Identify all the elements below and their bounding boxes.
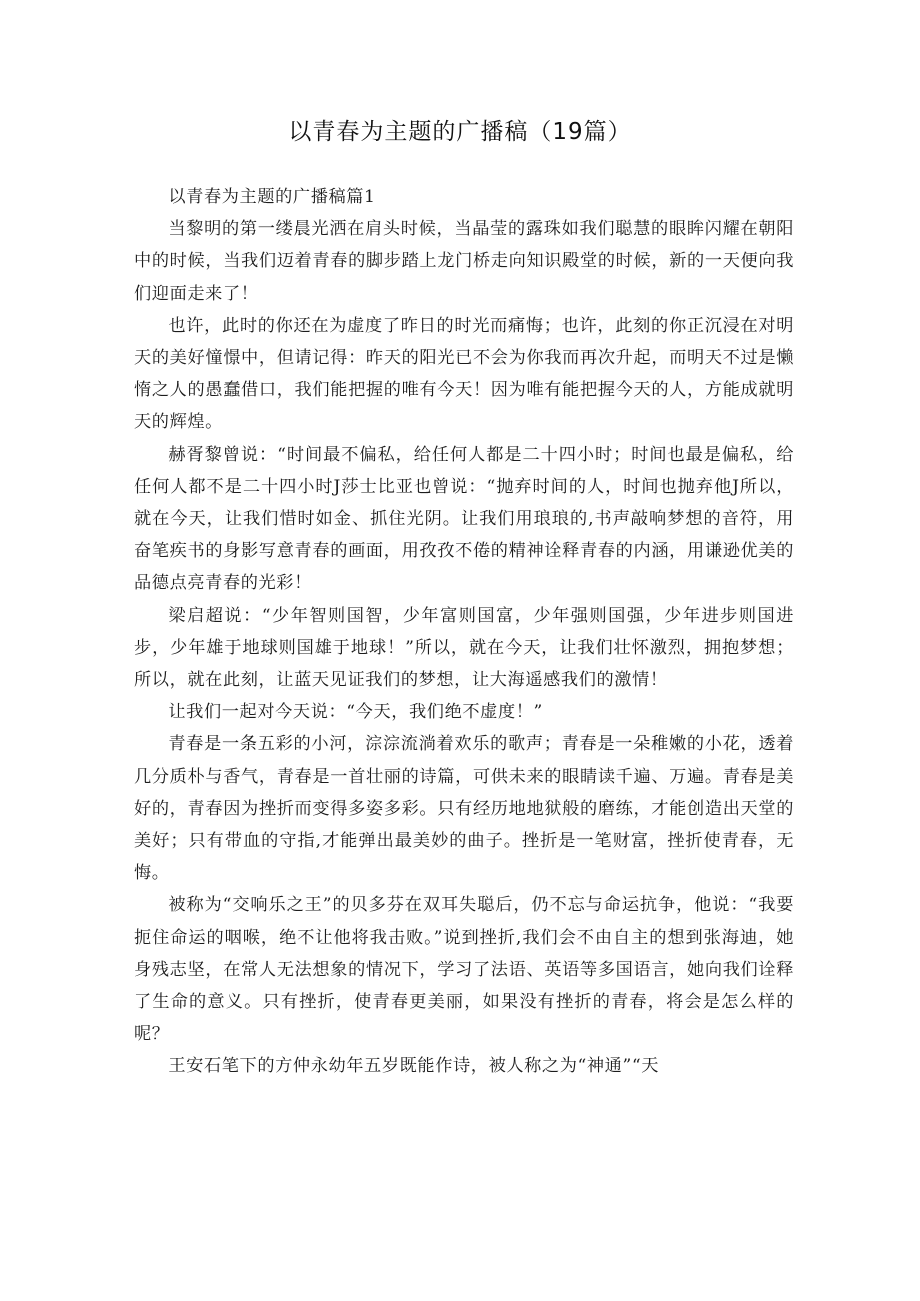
document-body [134,181,794,1083]
paragraph-1: 当黎明的第一缕晨光洒在肩头时候，当晶莹的露珠如我们聪慧的眼眸闪耀在朝阳中的时候，当我们迈着青春的脚步踏上龙门桥走向知识殿堂的时候，新的一天便向我们迎面走来了！ [134,219,794,304]
paragraph-4: 梁启超说：“少年智则国智，少年富则国富，少年强则国强，少年进步则国进步，少年雄于地球则国雄于地球！”所以，就在今天，让我们壮怀激烈，拥抱梦想；所以，就在此刻，让蓝天见证我们的梦想，让大海遥感我们的激情！ [134,605,794,691]
paragraph-7: 被称为“交响乐之王”的贝多芬在双耳失聪后，仍不忘与命运抗争，他说：“我要扼住命运的咽喉，绝不让他将我击败。”说到挫折,我们会不由自主的想到张海迪，她身残志坚，在常人无法想象的情况下，学习了法语、英语等多国语言，她向我们诠释了生命的意义。只有挫折，使青春更美丽，如果没有挫折的青春，将会是怎么样的呢？ [134,895,794,1045]
paragraph-5: 让我们一起对今天说：“今天，我们绝不虚度！” [168,702,543,723]
paragraph-3: 赫胥黎曾说：“时间最不偏私，给任何人都是二十四小时；时间也最是偏私，给任何人都不是二十四小时J莎士比亚也曾说：“抛弃时间的人，时间也抛弃他J所以，就在今天，让我们惜时如金、抓住光阴。让我们用琅琅的,书声敲响梦想的音符，用奋笔疾书的身影写意青春的画面，用孜孜不倦的精神诠释青春的内涵，用谦逊优美的品德点亮青春的光彩！ [134,444,794,594]
paragraph-2: 也许，此时的你还在为虚度了昨日的时光而痛悔；也许，此刻的你正沉浸在对明天的美好憧憬中，但请记得：昨天的阳光已不会为你我而再次升起，而明天不过是懒惰之人的愚蠢借口，我们能把握的唯有今天！因为唯有能把握今天的人，方能成就明天的辉煌。 [134,315,794,433]
paragraph-6: 青春是一条五彩的小河，淙淙流淌着欢乐的歌声；青春是一朵稚嫩的小花，透着几分质朴与香气，青春是一首壮丽的诗篇，可供未来的眼睛读千遍、万遍。青春是美好的，青春因为挫折而变得多姿多彩。只有经历地地狱般的磨练，才能创造出天堂的美好；只有带血的守指,才能弹出最美妙的曲子。挫折是一笔财富，挫折使青春，无悔。 [134,734,794,884]
paragraph-8: 王安石笔下的方仲永幼年五岁既能作诗，被人称之为“神通”“天 [168,1056,660,1077]
document-title: 以青春为主题的广播稿（19篇） [288,119,632,145]
section-heading: 以青春为主题的广播稿篇1 [168,187,376,207]
